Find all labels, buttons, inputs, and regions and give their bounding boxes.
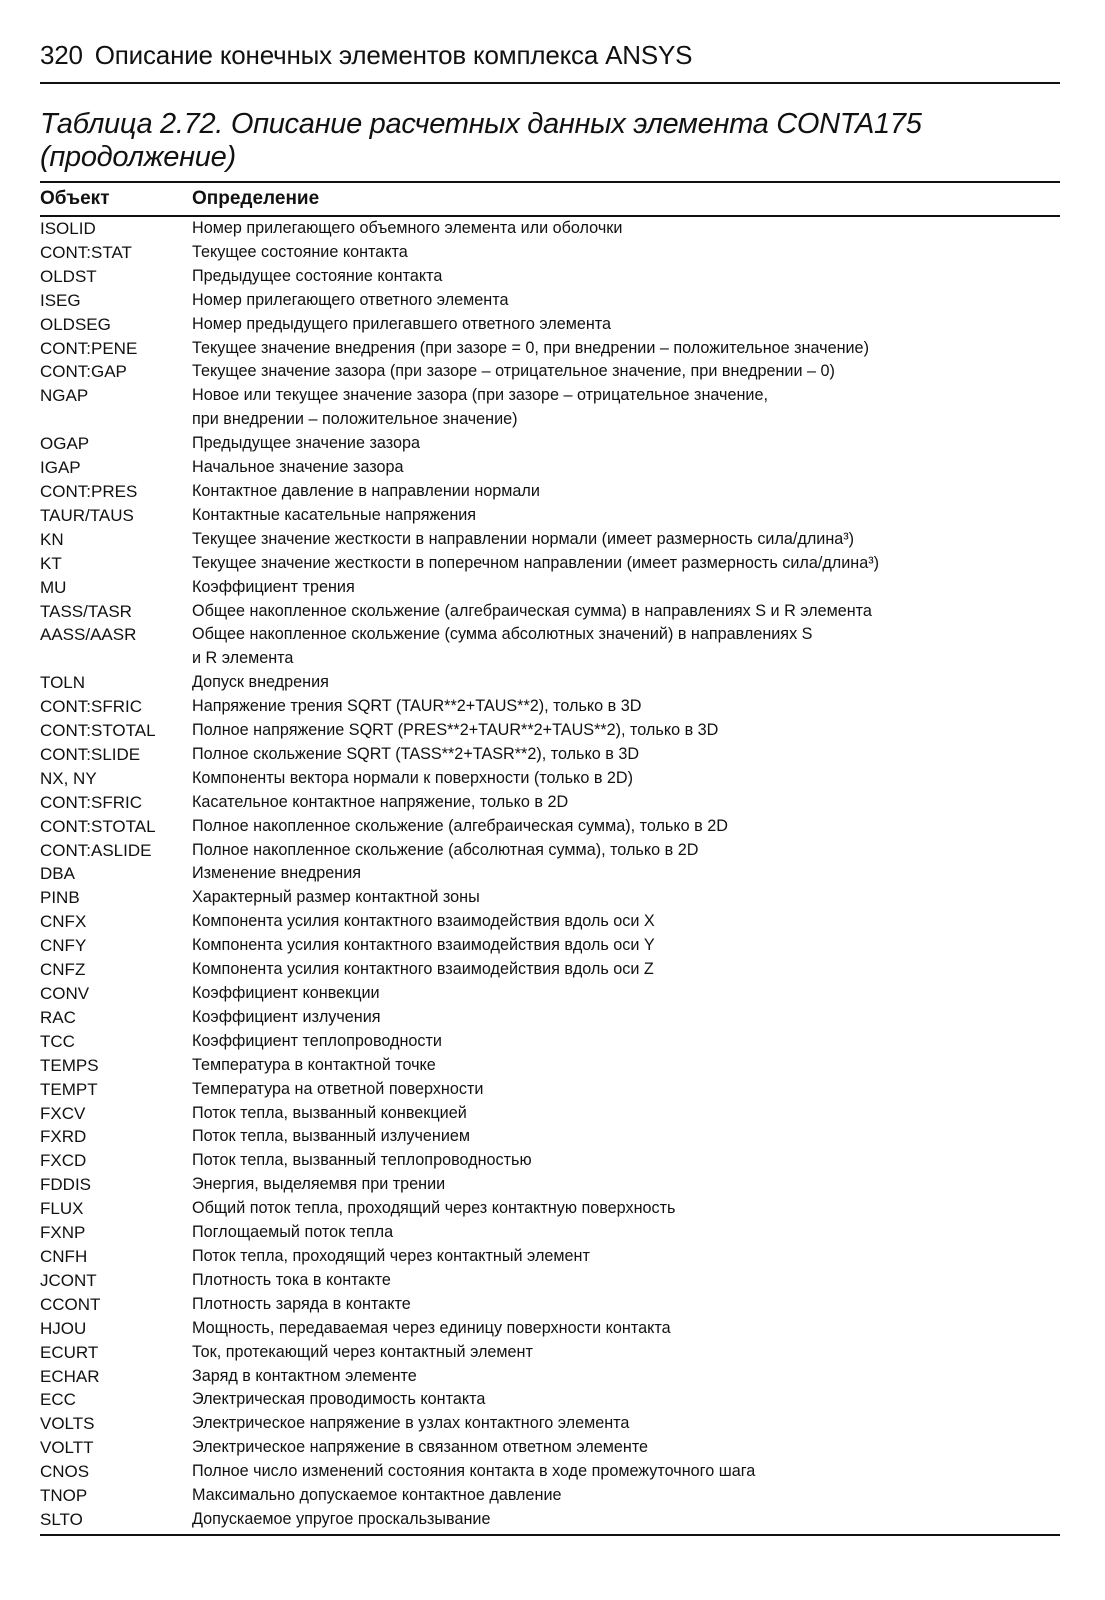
cell-definition: Характерный размер контактной зоны: [192, 888, 480, 907]
table-row: [40, 695, 1060, 719]
header-rule: [40, 82, 1060, 84]
table-row: [40, 456, 1060, 480]
cell-definition: Коэффициент теплопроводности: [192, 1031, 442, 1050]
cell-definition: Температура на ответной поверхности: [192, 1079, 484, 1098]
page-header: [40, 38, 1060, 72]
table-row: [40, 958, 1060, 982]
cell-object: TEMPT: [40, 1079, 98, 1099]
cell-object: TASS/TASR: [40, 601, 132, 621]
table-row: [40, 552, 1060, 576]
cell-object: RAC: [40, 1007, 76, 1027]
table-row: [40, 1197, 1060, 1221]
cell-definition: Коэффициент излучения: [192, 1007, 381, 1026]
table-row: [40, 1388, 1060, 1412]
cell-definition: Изменение внедрения: [192, 864, 361, 883]
cell-definition: Текущее состояние контакта: [192, 242, 408, 261]
table-row: [40, 265, 1060, 289]
cell-object: IGAP: [40, 458, 81, 478]
running-title: Описание конечных элементов комплекса ANSYS: [94, 40, 693, 70]
table-row: [40, 480, 1060, 504]
cell-definition: Полное накопленное скольжение (алгебраическая сумма), только в 2D: [192, 816, 728, 835]
cell-object: CONT:SFRIC: [40, 697, 142, 717]
cell-definition: Плотность тока в контакте: [192, 1270, 391, 1289]
table-row: [40, 528, 1060, 552]
cell-object: CONT:SLIDE: [40, 744, 141, 764]
cell-object: OLDST: [40, 266, 97, 286]
cell-definition: Поток тепла, вызванный конвекцией: [192, 1103, 467, 1122]
cell-definition: Начальное значение зазора: [192, 458, 404, 477]
table-header-row: [40, 183, 1060, 217]
cell-definition: Полное скольжение SQRT (TASS**2+TASR**2), только в 3D: [192, 744, 640, 763]
cell-object: ECC: [40, 1390, 76, 1410]
table-row: [40, 289, 1060, 313]
cell-object: ISOLID: [40, 219, 96, 238]
cell-definition: Заряд в контактном элементе: [192, 1366, 417, 1385]
cell-object: CONV: [40, 984, 90, 1003]
table-row: [40, 1245, 1060, 1269]
cell-definition: Энергия, выделяемвя при трении: [192, 1175, 446, 1194]
table-row: [40, 1006, 1060, 1030]
table-row: [40, 1078, 1060, 1102]
header-definition: Определение: [192, 188, 320, 209]
cell-object: CONT:PRES: [40, 481, 138, 501]
cell-object: ECHAR: [40, 1366, 100, 1386]
cell-definition: Контактные касательные напряжения: [192, 505, 477, 524]
cell-definition: Мощность, передаваемая через единицу поверхности контакта: [192, 1318, 671, 1337]
cell-object: CNFY: [40, 936, 87, 956]
table-row: [40, 432, 1060, 456]
cell-object: VOLTT: [40, 1438, 94, 1458]
cell-definition: Компонента усилия контактного взаимодействия вдоль оси Y: [192, 936, 655, 955]
cell-definition: Текущее значение внедрения (при зазоре = 0, при внедрении – положительное значение): [192, 338, 869, 357]
cell-definition: Максимально допускаемое контактное давление: [192, 1486, 562, 1505]
table-bottom-rule: [40, 1534, 1060, 1536]
table-row: [40, 743, 1060, 767]
cell-definition: Текущее значение зазора (при зазоре – отрицательное значение, при внедрении – 0): [192, 362, 835, 381]
table-row: [40, 1149, 1060, 1173]
table-row: [40, 1436, 1060, 1460]
table-row: [40, 862, 1060, 886]
table-row: [40, 1221, 1060, 1245]
cell-definition: Общее накопленное скольжение (сумма абсолютных значений) в направлениях S и R элемента: [192, 625, 813, 668]
table-row: [40, 886, 1060, 910]
cell-definition: Общее накопленное скольжение (алгебраическая сумма) в направлениях S и R элемента: [192, 601, 872, 620]
table-row: [40, 241, 1060, 265]
cell-definition: Компонента усилия контактного взаимодействия вдоль оси Z: [192, 960, 654, 979]
cell-object: TNOP: [40, 1486, 88, 1506]
cell-definition: Номер прилегающего объемного элемента или оболочки: [192, 219, 623, 237]
table-row: [40, 313, 1060, 337]
header-object: Объект: [40, 188, 110, 209]
cell-object: CNFH: [40, 1246, 88, 1266]
table-row: [40, 791, 1060, 815]
table-caption: [40, 108, 1060, 174]
table-row: [40, 384, 1060, 432]
table-row: [40, 815, 1060, 839]
cell-object: CONT:GAP: [40, 362, 127, 382]
cell-object: NGAP: [40, 386, 89, 406]
cell-object: JCONT: [40, 1270, 97, 1290]
table-row: [40, 337, 1060, 361]
cell-object: AASS/AASR: [40, 625, 137, 645]
cell-definition: Ток, протекающий через контактный элемент: [192, 1342, 533, 1361]
cell-object: ISEG: [40, 290, 81, 310]
cell-object: CNFX: [40, 912, 87, 932]
cell-definition: Электрическое напряжение в связанном ответном элементе: [192, 1438, 649, 1457]
table-row: [40, 934, 1060, 958]
cell-definition: Номер прилегающего ответного элемента: [192, 290, 509, 309]
cell-object: FXCD: [40, 1151, 87, 1171]
cell-object: TAUR/TAUS: [40, 505, 134, 525]
table-row: [40, 719, 1060, 743]
cell-definition: Электрическое напряжение в узлах контактного элемента: [192, 1414, 630, 1433]
cell-object: HJOU: [40, 1318, 87, 1338]
cell-definition: Поток тепла, вызванный теплопроводностью: [192, 1151, 532, 1170]
cell-object: ECURT: [40, 1342, 99, 1362]
cell-definition: Касательное контактное напряжение, только в 2D: [192, 792, 569, 811]
cell-object: CNOS: [40, 1462, 90, 1482]
cell-object: NX, NY: [40, 768, 97, 788]
cell-object: FDDIS: [40, 1175, 91, 1195]
cell-object: FLUX: [40, 1199, 84, 1219]
cell-object: TEMPS: [40, 1055, 99, 1075]
cell-definition: Плотность заряда в контакте: [192, 1294, 411, 1313]
table-row: [40, 600, 1060, 624]
table-row: [40, 1269, 1060, 1293]
cell-definition: Полное накопленное скольжение (абсолютная сумма), только в 2D: [192, 840, 699, 859]
cell-definition: Новое или текущее значение зазора (при зазоре – отрицательное значение, при внедрении – положительное значение): [192, 386, 768, 429]
table-row: [40, 623, 1060, 671]
cell-object: CCONT: [40, 1294, 101, 1314]
table-row: [40, 910, 1060, 934]
cell-object: VOLTS: [40, 1414, 95, 1434]
table-row: [40, 1125, 1060, 1149]
table-row: [40, 839, 1060, 863]
cell-definition: Компоненты вектора нормали к поверхности (только в 2D): [192, 768, 634, 787]
table-row: [40, 1484, 1060, 1508]
cell-object: OLDSEG: [40, 314, 111, 334]
caption-line-1: Таблица 2.72. Описание расчетных данных элемента CONTA175: [40, 108, 922, 140]
cell-object: TCC: [40, 1031, 75, 1051]
cell-definition: Номер предыдущего прилегавшего ответного элемента: [192, 314, 611, 333]
table-row: [40, 1030, 1060, 1054]
table-row: [40, 1317, 1060, 1341]
cell-definition: Полное напряжение SQRT (PRES**2+TAUR**2+TAUS**2), только в 3D: [192, 721, 719, 740]
table-row: [40, 576, 1060, 600]
table-row: [40, 1412, 1060, 1436]
cell-definition: Коэффициент конвекции: [192, 984, 380, 1002]
table-row: [40, 671, 1060, 695]
table-row: [40, 217, 1060, 241]
cell-object: DBA: [40, 864, 75, 884]
table-row: [40, 982, 1060, 1006]
cell-object: CONT:PENE: [40, 338, 138, 358]
cell-definition: Температура в контактной точке: [192, 1055, 436, 1074]
cell-object: MU: [40, 577, 67, 597]
cell-definition: Поток тепла, вызванный излучением: [192, 1127, 471, 1146]
cell-object: CONT:ASLIDE: [40, 840, 152, 860]
cell-object: TOLN: [40, 673, 86, 693]
caption-line-2: (продолжение): [40, 141, 236, 173]
table-row: [40, 1173, 1060, 1197]
cell-definition: Предыдущее состояние контакта: [192, 266, 443, 285]
cell-object: SLTO: [40, 1509, 83, 1529]
table-row: [40, 767, 1060, 791]
cell-definition: Текущее значение жесткости в поперечном направлении (имеет размерность сила/длина³): [192, 553, 880, 572]
table-row: [40, 1460, 1060, 1484]
cell-definition: Поглощаемый поток тепла: [192, 1223, 394, 1242]
table-row: [40, 1293, 1060, 1317]
page-number: 320: [40, 40, 83, 70]
cell-definition: Контактное давление в направлении нормали: [192, 481, 540, 500]
cell-definition: Полное число изменений состояния контакта в ходе промежуточного шага: [192, 1462, 756, 1481]
cell-object: CONT:STOTAL: [40, 721, 156, 741]
cell-object: FXCV: [40, 1103, 86, 1123]
cell-definition: Электрическая проводимость контакта: [192, 1390, 486, 1409]
cell-definition: Поток тепла, проходящий через контактный элемент: [192, 1246, 590, 1265]
cell-definition: Компонента усилия контактного взаимодействия вдоль оси X: [192, 912, 655, 931]
cell-definition: Предыдущее значение зазора: [192, 434, 420, 453]
cell-object: CONT:STOTAL: [40, 816, 156, 836]
data-table: [40, 181, 1060, 1536]
cell-object: KN: [40, 529, 64, 549]
cell-definition: Коэффициент трения: [192, 577, 355, 596]
table-row: [40, 1054, 1060, 1078]
cell-object: FXRD: [40, 1127, 87, 1147]
table-body: [40, 217, 1060, 1532]
table-row: [40, 504, 1060, 528]
cell-object: OGAP: [40, 434, 90, 454]
cell-definition: Напряжение трения SQRT (TAUR**2+TAUS**2), только в 3D: [192, 697, 642, 716]
cell-definition: Общий поток тепла, проходящий через контактную поверхность: [192, 1199, 676, 1218]
cell-object: CNFZ: [40, 960, 86, 980]
table-row: [40, 1365, 1060, 1389]
table-row: [40, 1102, 1060, 1126]
cell-object: PINB: [40, 888, 80, 908]
cell-definition: Допускаемое упругое проскальзывание: [192, 1509, 491, 1528]
cell-object: CONT:SFRIC: [40, 792, 142, 812]
table-row: [40, 1508, 1060, 1532]
cell-definition: Текущее значение жесткости в направлении нормали (имеет размерность сила/длина³): [192, 529, 855, 548]
table-row: [40, 360, 1060, 384]
cell-object: CONT:STAT: [40, 242, 132, 262]
cell-object: KT: [40, 553, 62, 573]
cell-definition: Допуск внедрения: [192, 673, 329, 692]
table-row: [40, 1341, 1060, 1365]
cell-object: FXNP: [40, 1223, 86, 1243]
